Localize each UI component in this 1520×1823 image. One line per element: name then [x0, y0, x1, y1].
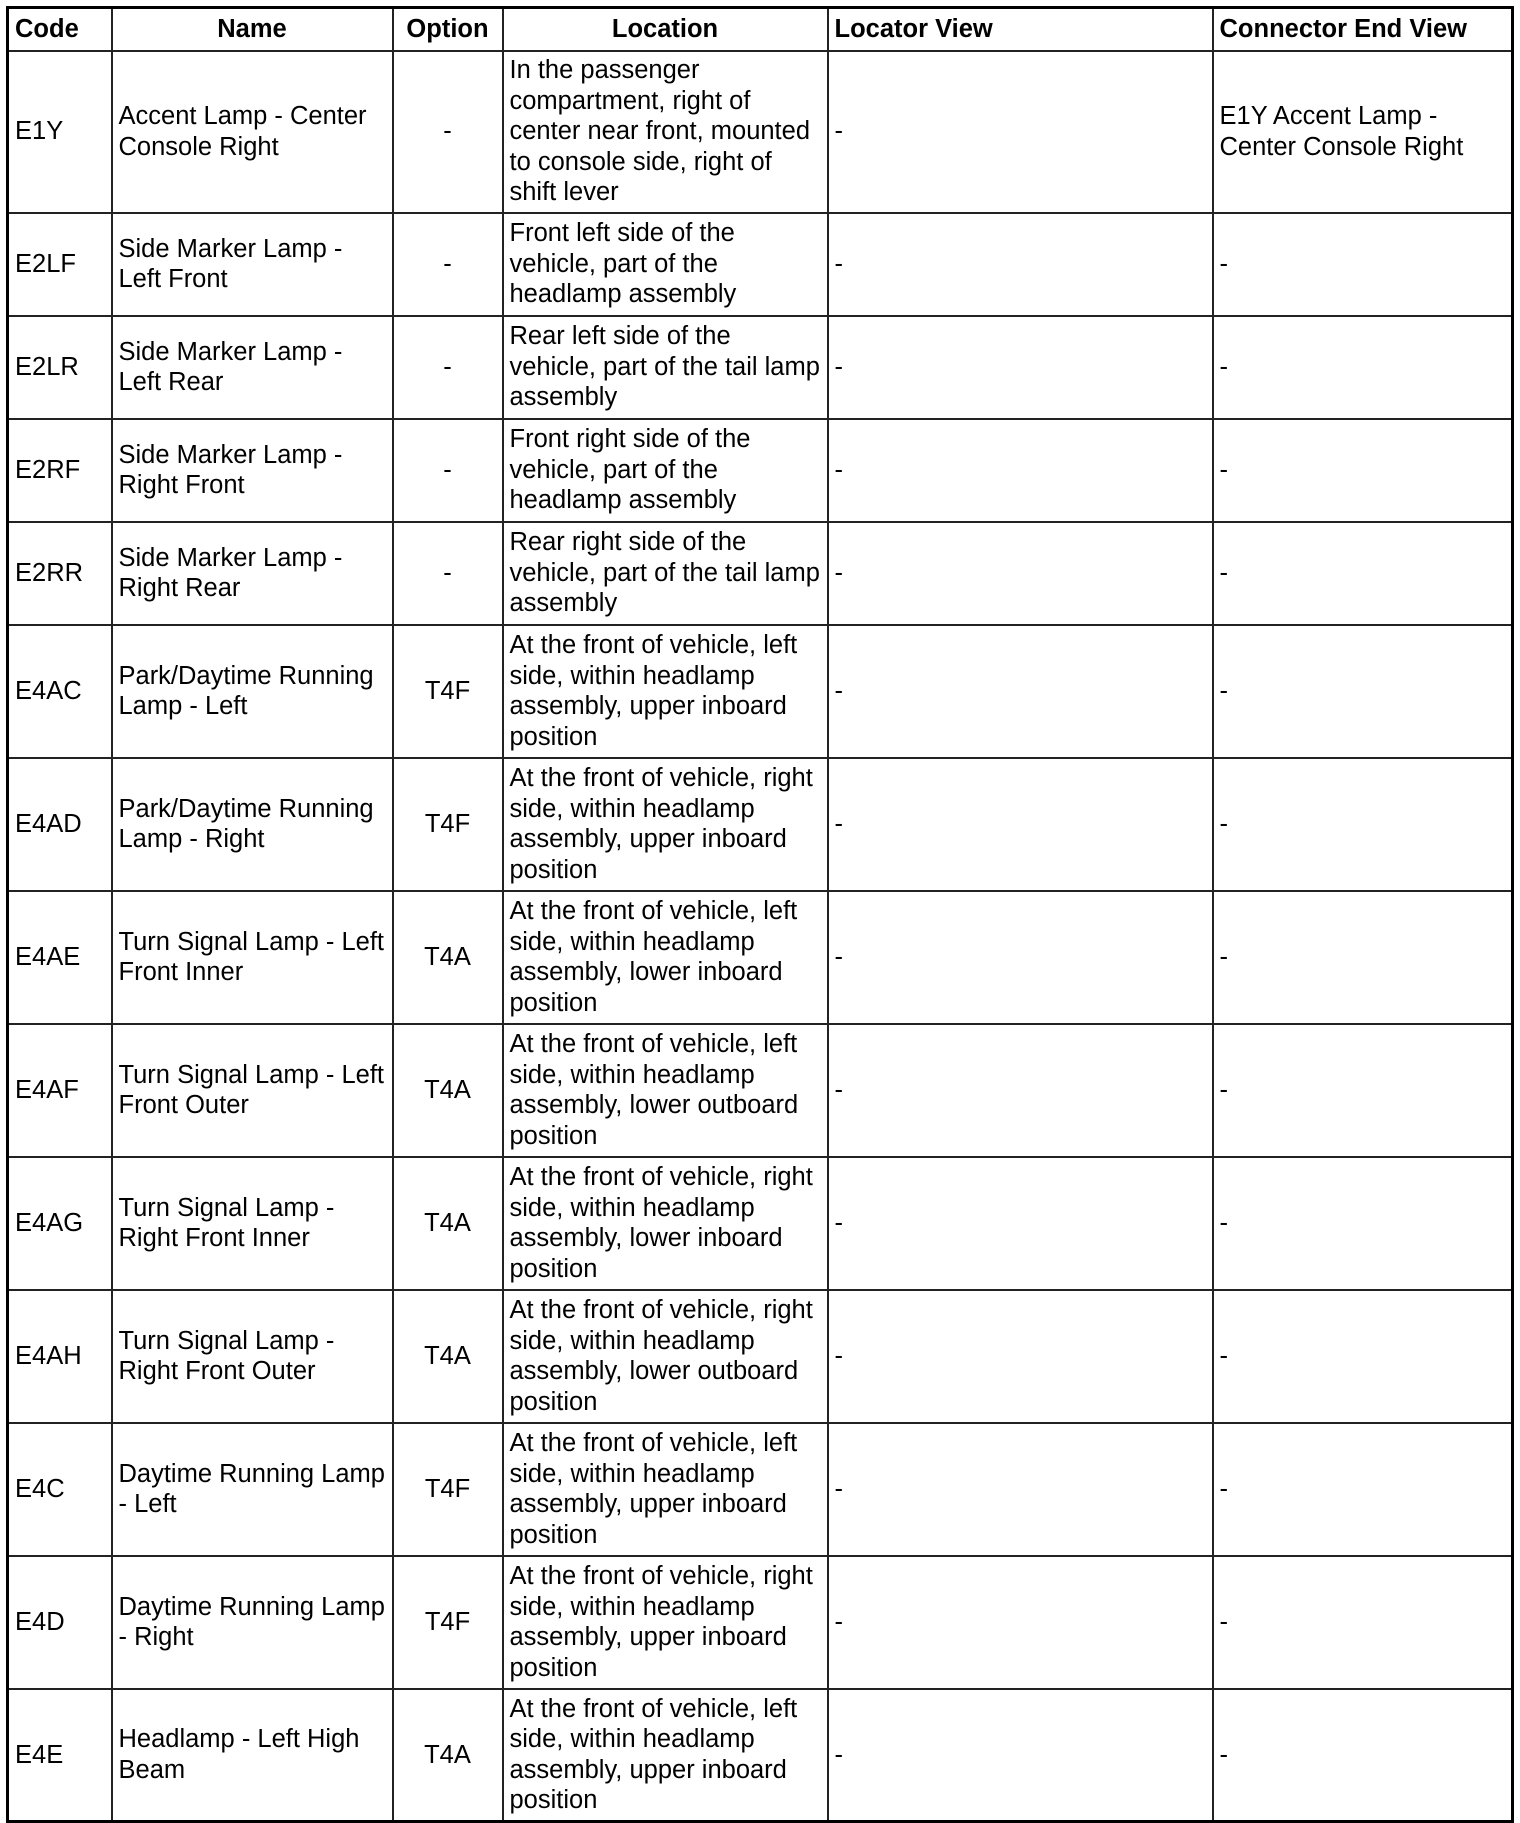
cell-name: Daytime Running Lamp - Right — [112, 1556, 393, 1689]
table-row — [8, 51, 1513, 213]
cell-code: E4AG — [8, 1157, 112, 1290]
cell-location: At the front of vehicle, left side, within headlamp assembly, lower inboard position — [503, 891, 828, 1024]
cell-code: E4AE — [8, 891, 112, 1024]
cell-name: Daytime Running Lamp - Left — [112, 1423, 393, 1556]
cell-option: T4F — [393, 1423, 503, 1556]
cell-option: T4A — [393, 1024, 503, 1157]
cell-connector-end-view: E1Y Accent Lamp - Center Console Right — [1213, 51, 1513, 213]
table-row — [8, 1024, 1513, 1157]
cell-locator-view: - — [828, 213, 1213, 316]
cell-location: At the front of vehicle, left side, within headlamp assembly, upper inboard position — [503, 625, 828, 758]
header-connector-end-view: Connector End View — [1213, 8, 1513, 51]
cell-connector-end-view: - — [1213, 213, 1513, 316]
cell-code: E4D — [8, 1556, 112, 1689]
cell-option: - — [393, 522, 503, 625]
cell-locator-view: - — [828, 758, 1213, 891]
cell-name: Accent Lamp - Center Console Right — [112, 51, 393, 213]
cell-name: Side Marker Lamp - Right Front — [112, 419, 393, 522]
header-code: Code — [8, 8, 112, 51]
table-row — [8, 1423, 1513, 1556]
cell-connector-end-view: - — [1213, 1423, 1513, 1556]
cell-option: T4A — [393, 1157, 503, 1290]
cell-connector-end-view: - — [1213, 316, 1513, 419]
cell-code: E4C — [8, 1423, 112, 1556]
connector-table-page — [6, 6, 1514, 1823]
cell-location: Rear left side of the vehicle, part of the tail lamp assembly — [503, 316, 828, 419]
table-row — [8, 213, 1513, 316]
cell-name: Side Marker Lamp - Right Rear — [112, 522, 393, 625]
table-row — [8, 625, 1513, 758]
cell-locator-view: - — [828, 1157, 1213, 1290]
cell-locator-view: - — [828, 891, 1213, 1024]
cell-option: T4A — [393, 1689, 503, 1822]
table-row — [8, 1290, 1513, 1423]
cell-locator-view: - — [828, 419, 1213, 522]
cell-connector-end-view: - — [1213, 1689, 1513, 1822]
cell-name: Turn Signal Lamp - Left Front Inner — [112, 891, 393, 1024]
cell-locator-view: - — [828, 1556, 1213, 1689]
table-row — [8, 522, 1513, 625]
cell-option: T4F — [393, 1556, 503, 1689]
cell-connector-end-view: - — [1213, 891, 1513, 1024]
cell-location: Rear right side of the vehicle, part of the tail lamp assembly — [503, 522, 828, 625]
table-row — [8, 758, 1513, 891]
table-row — [8, 316, 1513, 419]
table-row — [8, 891, 1513, 1024]
cell-name: Turn Signal Lamp - Right Front Inner — [112, 1157, 393, 1290]
cell-locator-view: - — [828, 1024, 1213, 1157]
cell-location: At the front of vehicle, right side, within headlamp assembly, lower outboard position — [503, 1290, 828, 1423]
cell-code: E4AF — [8, 1024, 112, 1157]
cell-option: T4F — [393, 625, 503, 758]
cell-option: T4A — [393, 1290, 503, 1423]
cell-connector-end-view: - — [1213, 625, 1513, 758]
cell-name: Turn Signal Lamp - Right Front Outer — [112, 1290, 393, 1423]
cell-location: At the front of vehicle, left side, within headlamp assembly, upper inboard position — [503, 1689, 828, 1822]
cell-location: At the front of vehicle, right side, within headlamp assembly, lower inboard position — [503, 1157, 828, 1290]
cell-connector-end-view: - — [1213, 419, 1513, 522]
cell-location: At the front of vehicle, left side, within headlamp assembly, lower outboard position — [503, 1024, 828, 1157]
table-header-row — [8, 8, 1513, 51]
table-row — [8, 1157, 1513, 1290]
table-row — [8, 1689, 1513, 1822]
header-locator-view: Locator View — [828, 8, 1213, 51]
cell-option: T4F — [393, 758, 503, 891]
cell-locator-view: - — [828, 1423, 1213, 1556]
table-row — [8, 419, 1513, 522]
cell-code: E1Y — [8, 51, 112, 213]
cell-locator-view: - — [828, 316, 1213, 419]
cell-name: Headlamp - Left High Beam — [112, 1689, 393, 1822]
cell-name: Side Marker Lamp - Left Rear — [112, 316, 393, 419]
cell-option: - — [393, 316, 503, 419]
cell-code: E4AH — [8, 1290, 112, 1423]
cell-name: Park/Daytime Running Lamp - Right — [112, 758, 393, 891]
cell-code: E4E — [8, 1689, 112, 1822]
cell-location: Front left side of the vehicle, part of the headlamp assembly — [503, 213, 828, 316]
cell-code: E2RF — [8, 419, 112, 522]
cell-connector-end-view: - — [1213, 1157, 1513, 1290]
cell-name: Turn Signal Lamp - Left Front Outer — [112, 1024, 393, 1157]
cell-option: - — [393, 51, 503, 213]
table-row — [8, 1556, 1513, 1689]
cell-code: E2LF — [8, 213, 112, 316]
connector-table — [6, 6, 1514, 1823]
cell-option: - — [393, 419, 503, 522]
cell-option: - — [393, 213, 503, 316]
cell-name: Side Marker Lamp - Left Front — [112, 213, 393, 316]
cell-locator-view: - — [828, 625, 1213, 758]
cell-locator-view: - — [828, 1290, 1213, 1423]
cell-connector-end-view: - — [1213, 758, 1513, 891]
cell-connector-end-view: - — [1213, 522, 1513, 625]
cell-code: E4AC — [8, 625, 112, 758]
header-option: Option — [393, 8, 503, 51]
cell-locator-view: - — [828, 522, 1213, 625]
cell-connector-end-view: - — [1213, 1556, 1513, 1689]
header-name: Name — [112, 8, 393, 51]
cell-connector-end-view: - — [1213, 1024, 1513, 1157]
cell-location: At the front of vehicle, left side, within headlamp assembly, upper inboard position — [503, 1423, 828, 1556]
cell-option: T4A — [393, 891, 503, 1024]
cell-connector-end-view: - — [1213, 1290, 1513, 1423]
cell-locator-view: - — [828, 1689, 1213, 1822]
cell-location: Front right side of the vehicle, part of the headlamp assembly — [503, 419, 828, 522]
cell-code: E2LR — [8, 316, 112, 419]
cell-locator-view: - — [828, 51, 1213, 213]
cell-code: E2RR — [8, 522, 112, 625]
header-location: Location — [503, 8, 828, 51]
cell-location: In the passenger compartment, right of center near front, mounted to console side, right of shift lever — [503, 51, 828, 213]
cell-location: At the front of vehicle, right side, within headlamp assembly, upper inboard position — [503, 1556, 828, 1689]
cell-code: E4AD — [8, 758, 112, 891]
cell-name: Park/Daytime Running Lamp - Left — [112, 625, 393, 758]
cell-location: At the front of vehicle, right side, within headlamp assembly, upper inboard position — [503, 758, 828, 891]
